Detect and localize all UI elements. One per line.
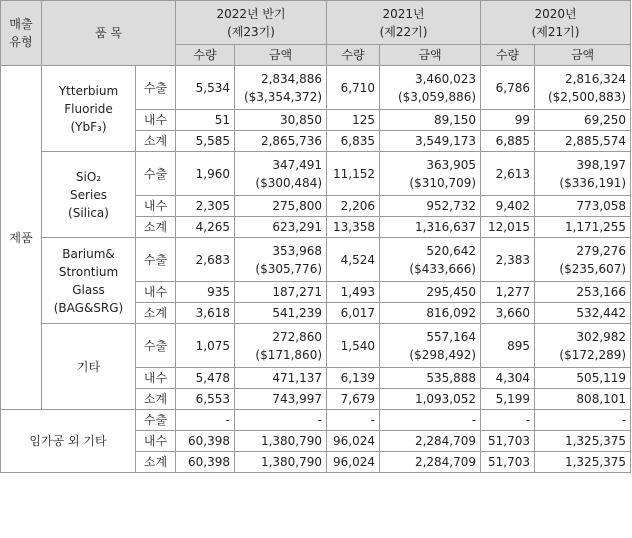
amount-cell xyxy=(535,196,631,217)
amount-cell xyxy=(535,66,631,110)
qty-cell: 2,383 xyxy=(481,238,535,282)
qty-cell: 1,960 xyxy=(176,152,235,196)
amount-krw: 623,291 xyxy=(272,220,323,234)
amount-usd: ($171,860) xyxy=(255,347,323,362)
amount-krw: 2,834,886 xyxy=(260,71,323,86)
row-label: 수출 xyxy=(136,324,176,368)
amount-cell xyxy=(235,238,327,282)
period-title: 2020년 xyxy=(534,6,577,21)
amount-usd: ($2,500,883) xyxy=(547,89,627,104)
amount-krw: 1,171,255 xyxy=(564,220,627,234)
amount-usd: ($3,354,372) xyxy=(243,89,323,104)
amount-krw: 363,905 xyxy=(426,157,477,172)
qty-cell: 11,152 xyxy=(327,152,380,196)
amount-cell xyxy=(535,303,631,324)
amount-cell xyxy=(535,110,631,131)
amount-krw: 1,325,375 xyxy=(564,434,627,448)
amount-cell xyxy=(235,431,327,452)
amount-cell xyxy=(380,66,481,110)
header-period-2020 xyxy=(481,1,631,45)
amount-krw: 532,442 xyxy=(576,306,627,320)
product-name-line: (Silica) xyxy=(68,205,109,220)
qty-cell: 6,017 xyxy=(327,303,380,324)
qty-cell: 6,553 xyxy=(176,389,235,410)
row-label: 내수 xyxy=(136,368,176,389)
qty-cell: 2,206 xyxy=(327,196,380,217)
qty-cell: 51,703 xyxy=(481,431,535,452)
amount-cell xyxy=(235,410,327,431)
amount-krw: 347,491 xyxy=(272,157,323,172)
period-subtitle: (제21기) xyxy=(531,24,580,39)
product-name-line: Strontium xyxy=(58,264,119,279)
amount-usd: ($172,289) xyxy=(559,347,627,362)
amount-cell xyxy=(380,131,481,152)
product-name-cell xyxy=(42,66,136,152)
amount-cell xyxy=(380,152,481,196)
period-title: 2021년 xyxy=(382,6,425,21)
qty-cell: 935 xyxy=(176,282,235,303)
product-name-line: (BAG&SRG) xyxy=(53,300,124,315)
amount-krw: 2,885,574 xyxy=(564,134,627,148)
amount-cell xyxy=(380,238,481,282)
amount-cell xyxy=(235,324,327,368)
amount-cell xyxy=(535,324,631,368)
amount-cell xyxy=(535,131,631,152)
period-title: 2022년 반기 xyxy=(216,6,286,21)
qty-cell: 3,618 xyxy=(176,303,235,324)
product-name-cell xyxy=(42,238,136,324)
amount-cell xyxy=(380,389,481,410)
header-amount: 금액 xyxy=(380,45,481,66)
qty-cell: 96,024 xyxy=(327,431,380,452)
amount-krw: 816,092 xyxy=(426,306,477,320)
qty-cell: 4,524 xyxy=(327,238,380,282)
row-label: 내수 xyxy=(136,431,176,452)
qty-cell: 5,199 xyxy=(481,389,535,410)
amount-cell xyxy=(535,389,631,410)
amount-cell xyxy=(535,152,631,196)
header-amount: 금액 xyxy=(235,45,327,66)
amount-krw: 1,380,790 xyxy=(260,455,323,469)
header-period-2022h1 xyxy=(176,1,327,45)
header-amount: 금액 xyxy=(535,45,631,66)
qty-cell: 9,402 xyxy=(481,196,535,217)
amount-cell xyxy=(380,431,481,452)
amount-cell xyxy=(235,303,327,324)
row-label: 소계 xyxy=(136,452,176,473)
qty-cell: 2,613 xyxy=(481,152,535,196)
amount-cell xyxy=(380,196,481,217)
amount-krw: 743,997 xyxy=(272,392,323,406)
amount-krw: - xyxy=(317,413,323,427)
amount-usd: ($305,776) xyxy=(255,261,323,276)
amount-krw: 505,119 xyxy=(576,371,627,385)
amount-krw: 808,101 xyxy=(576,392,627,406)
amount-krw: 275,800 xyxy=(272,199,323,213)
amount-cell xyxy=(235,66,327,110)
amount-usd: ($3,059,886) xyxy=(397,89,477,104)
amount-krw: 952,732 xyxy=(426,199,477,213)
amount-cell xyxy=(380,324,481,368)
amount-cell xyxy=(535,238,631,282)
table-row xyxy=(1,152,631,196)
product-name-line: Ytterbium xyxy=(58,83,119,98)
qty-cell: 6,786 xyxy=(481,66,535,110)
amount-cell xyxy=(235,152,327,196)
period-subtitle: (제23기) xyxy=(227,24,275,39)
amount-cell xyxy=(380,368,481,389)
amount-krw: 69,250 xyxy=(584,113,627,127)
row-label: 소계 xyxy=(136,217,176,238)
qty-cell: 6,835 xyxy=(327,131,380,152)
row-label: 수출 xyxy=(136,238,176,282)
qty-cell: 7,679 xyxy=(327,389,380,410)
amount-cell xyxy=(535,410,631,431)
amount-usd: ($310,709) xyxy=(409,175,477,190)
amount-cell xyxy=(535,282,631,303)
qty-cell: 12,015 xyxy=(481,217,535,238)
qty-cell: 1,540 xyxy=(327,324,380,368)
qty-cell: 2,305 xyxy=(176,196,235,217)
qty-cell: - xyxy=(327,410,380,431)
header-qty: 수량 xyxy=(176,45,235,66)
header-sales-type-line1: 매출 xyxy=(9,17,33,31)
amount-krw: 3,549,173 xyxy=(414,134,477,148)
row-label: 수출 xyxy=(136,66,176,110)
amount-krw: 302,982 xyxy=(576,329,627,344)
amount-krw: 2,865,736 xyxy=(260,134,323,148)
amount-krw: - xyxy=(621,413,627,427)
amount-krw: 1,316,637 xyxy=(414,220,477,234)
amount-krw: 1,093,052 xyxy=(414,392,477,406)
amount-krw: 1,380,790 xyxy=(260,434,323,448)
amount-cell xyxy=(535,368,631,389)
amount-krw: 2,284,709 xyxy=(414,455,477,469)
product-name-line: Glass xyxy=(72,282,105,297)
amount-krw: 1,325,375 xyxy=(564,455,627,469)
qty-cell: 2,683 xyxy=(176,238,235,282)
amount-cell xyxy=(235,217,327,238)
amount-usd: ($300,484) xyxy=(255,175,323,190)
qty-cell: 5,534 xyxy=(176,66,235,110)
row-label: 내수 xyxy=(136,196,176,217)
qty-cell: 6,139 xyxy=(327,368,380,389)
table-row xyxy=(1,324,631,368)
header-sales-type-line2: 유형 xyxy=(9,35,33,49)
amount-krw: - xyxy=(471,413,477,427)
amount-krw: 30,850 xyxy=(280,113,323,127)
qty-cell: - xyxy=(481,410,535,431)
header-item: 품 목 xyxy=(42,1,176,66)
table-row xyxy=(1,238,631,282)
product-name-line: Fluoride xyxy=(64,101,113,116)
amount-cell xyxy=(380,452,481,473)
table-row xyxy=(1,410,631,431)
row-label: 내수 xyxy=(136,282,176,303)
product-name-line: Barium& xyxy=(62,246,115,261)
qty-cell: 125 xyxy=(327,110,380,131)
amount-cell xyxy=(235,389,327,410)
qty-cell: 3,660 xyxy=(481,303,535,324)
amount-cell xyxy=(235,131,327,152)
row-label: 소계 xyxy=(136,389,176,410)
qty-cell: 895 xyxy=(481,324,535,368)
qty-cell: 6,885 xyxy=(481,131,535,152)
header-qty: 수량 xyxy=(481,45,535,66)
header-period-2021 xyxy=(327,1,481,45)
qty-cell: 6,710 xyxy=(327,66,380,110)
amount-cell xyxy=(535,217,631,238)
amount-krw: 353,968 xyxy=(272,243,323,258)
qty-cell: 4,265 xyxy=(176,217,235,238)
qty-cell: 60,398 xyxy=(176,431,235,452)
product-name-cell xyxy=(42,324,136,410)
amount-krw: 557,164 xyxy=(426,329,477,344)
amount-krw: 2,816,324 xyxy=(564,71,627,86)
amount-krw: 253,166 xyxy=(576,285,627,299)
product-name-line: 기타 xyxy=(76,359,101,374)
amount-cell xyxy=(235,368,327,389)
amount-cell xyxy=(235,282,327,303)
amount-cell xyxy=(380,110,481,131)
period-subtitle: (제22기) xyxy=(379,24,428,39)
amount-cell xyxy=(380,410,481,431)
qty-cell: 99 xyxy=(481,110,535,131)
qty-cell: 1,493 xyxy=(327,282,380,303)
amount-krw: 2,284,709 xyxy=(414,434,477,448)
row-label: 수출 xyxy=(136,410,176,431)
amount-krw: 279,276 xyxy=(576,243,627,258)
qty-cell: 5,585 xyxy=(176,131,235,152)
amount-krw: 520,642 xyxy=(426,243,477,258)
qty-cell: 4,304 xyxy=(481,368,535,389)
header-sales-type xyxy=(1,1,42,66)
amount-krw: 535,888 xyxy=(426,371,477,385)
table-row xyxy=(1,66,631,110)
amount-krw: 398,197 xyxy=(576,157,627,172)
amount-krw: 272,860 xyxy=(272,329,323,344)
product-name-cell xyxy=(42,152,136,238)
row-label: 소계 xyxy=(136,303,176,324)
qty-cell: 51,703 xyxy=(481,452,535,473)
amount-usd: ($235,607) xyxy=(559,261,627,276)
product-name-line: SiO₂ xyxy=(75,169,102,184)
amount-krw: 187,271 xyxy=(272,285,323,299)
product-name-line: Series xyxy=(70,187,107,202)
amount-usd: ($298,492) xyxy=(409,347,477,362)
qty-cell: 1,075 xyxy=(176,324,235,368)
amount-krw: 541,239 xyxy=(272,306,323,320)
amount-cell xyxy=(380,303,481,324)
amount-cell xyxy=(380,282,481,303)
qty-cell: 13,358 xyxy=(327,217,380,238)
table-body xyxy=(1,66,631,473)
sales-type-cell: 임가공 외 기타 xyxy=(1,410,136,473)
qty-cell: 1,277 xyxy=(481,282,535,303)
row-label: 수출 xyxy=(136,152,176,196)
amount-usd: ($336,191) xyxy=(559,175,627,190)
amount-cell xyxy=(235,452,327,473)
amount-cell xyxy=(235,110,327,131)
product-name-line: (YbF₃) xyxy=(70,119,107,134)
amount-cell xyxy=(235,196,327,217)
amount-krw: 773,058 xyxy=(576,199,627,213)
row-label: 내수 xyxy=(136,110,176,131)
amount-usd: ($433,666) xyxy=(409,261,477,276)
qty-cell: 51 xyxy=(176,110,235,131)
amount-cell xyxy=(380,217,481,238)
amount-krw: 3,460,023 xyxy=(414,71,477,86)
qty-cell: 60,398 xyxy=(176,452,235,473)
qty-cell: 5,478 xyxy=(176,368,235,389)
amount-cell xyxy=(535,452,631,473)
qty-cell: - xyxy=(176,410,235,431)
amount-krw: 471,137 xyxy=(272,371,323,385)
sales-type-cell: 제품 xyxy=(1,66,42,410)
header-qty: 수량 xyxy=(327,45,380,66)
amount-cell xyxy=(535,431,631,452)
row-label: 소계 xyxy=(136,131,176,152)
qty-cell: 96,024 xyxy=(327,452,380,473)
amount-krw: 295,450 xyxy=(426,285,477,299)
amount-krw: 89,150 xyxy=(434,113,477,127)
